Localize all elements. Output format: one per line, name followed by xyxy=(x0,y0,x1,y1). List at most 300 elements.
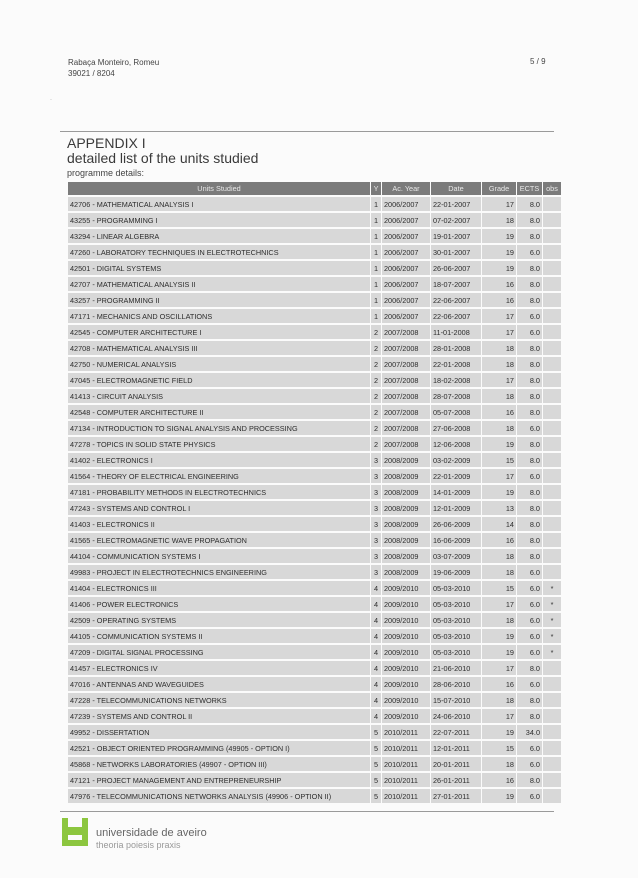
cell-year: 5 xyxy=(371,773,381,787)
cell-obs xyxy=(543,421,561,435)
cell-ects: 8.0 xyxy=(517,453,542,467)
cell-date: 12-01-2009 xyxy=(431,501,481,515)
cell-grade: 14 xyxy=(482,517,516,531)
cell-obs: * xyxy=(543,629,561,643)
cell-ects: 8.0 xyxy=(517,485,542,499)
cell-year: 4 xyxy=(371,645,381,659)
cell-unit: 41457 - ELECTRONICS IV xyxy=(68,661,370,675)
cell-obs xyxy=(543,261,561,275)
table-row xyxy=(68,565,561,579)
cell-date: 27-06-2008 xyxy=(431,421,481,435)
cell-grade: 19 xyxy=(482,645,516,659)
cell-grade: 18 xyxy=(482,213,516,227)
cell-ac-year: 2006/2007 xyxy=(382,277,430,291)
cell-obs xyxy=(543,661,561,675)
table-row xyxy=(68,789,561,803)
cell-unit: 43294 - LINEAR ALGEBRA xyxy=(68,229,370,243)
cell-ac-year: 2007/2008 xyxy=(382,341,430,355)
cell-obs xyxy=(543,229,561,243)
cell-year: 4 xyxy=(371,581,381,595)
col-header-year: Y xyxy=(371,182,381,195)
table-row xyxy=(68,741,561,755)
table-row xyxy=(68,725,561,739)
cell-ects: 6.0 xyxy=(517,469,542,483)
cell-obs xyxy=(543,789,561,803)
cell-year: 3 xyxy=(371,549,381,563)
cell-grade: 16 xyxy=(482,677,516,691)
cell-unit: 42707 - MATHEMATICAL ANALYSIS II xyxy=(68,277,370,291)
table-row xyxy=(68,325,561,339)
cell-grade: 18 xyxy=(482,341,516,355)
cell-unit: 47171 - MECHANICS AND OSCILLATIONS xyxy=(68,309,370,323)
cell-ac-year: 2008/2009 xyxy=(382,501,430,515)
university-logo-icon xyxy=(62,818,88,846)
cell-ects: 8.0 xyxy=(517,693,542,707)
table-row xyxy=(68,389,561,403)
cell-obs: * xyxy=(543,613,561,627)
cell-obs xyxy=(543,709,561,723)
cell-unit: 41413 - CIRCUIT ANALYSIS xyxy=(68,389,370,403)
divider-bottom xyxy=(60,811,554,812)
cell-date: 22-01-2009 xyxy=(431,469,481,483)
cell-ac-year: 2006/2007 xyxy=(382,197,430,211)
cell-obs xyxy=(543,725,561,739)
cell-unit: 41406 - POWER ELECTRONICS xyxy=(68,597,370,611)
cell-obs xyxy=(543,501,561,515)
table-row xyxy=(68,501,561,515)
cell-obs xyxy=(543,357,561,371)
cell-date: 20-01-2011 xyxy=(431,757,481,771)
cell-obs: * xyxy=(543,645,561,659)
cell-ac-year: 2006/2007 xyxy=(382,213,430,227)
cell-grade: 18 xyxy=(482,421,516,435)
cell-ac-year: 2006/2007 xyxy=(382,261,430,275)
cell-date: 05-03-2010 xyxy=(431,613,481,627)
col-header-obs: obs xyxy=(543,182,561,195)
cell-date: 05-03-2010 xyxy=(431,597,481,611)
cell-ac-year: 2007/2008 xyxy=(382,389,430,403)
cell-ects: 6.0 xyxy=(517,245,542,259)
cell-ac-year: 2010/2011 xyxy=(382,773,430,787)
table-row xyxy=(68,405,561,419)
cell-date: 07-02-2007 xyxy=(431,213,481,227)
cell-ects: 8.0 xyxy=(517,533,542,547)
cell-ects: 6.0 xyxy=(517,645,542,659)
cell-year: 1 xyxy=(371,197,381,211)
cell-ac-year: 2009/2010 xyxy=(382,709,430,723)
cell-grade: 19 xyxy=(482,725,516,739)
cell-year: 1 xyxy=(371,277,381,291)
cell-date: 18-02-2008 xyxy=(431,373,481,387)
cell-year: 1 xyxy=(371,245,381,259)
cell-date: 22-01-2008 xyxy=(431,357,481,371)
cell-grade: 16 xyxy=(482,773,516,787)
cell-grade: 15 xyxy=(482,581,516,595)
cell-date: 05-03-2010 xyxy=(431,645,481,659)
cell-obs: * xyxy=(543,597,561,611)
section-title: APPENDIX I xyxy=(67,135,146,151)
cell-grade: 18 xyxy=(482,565,516,579)
cell-grade: 15 xyxy=(482,453,516,467)
cell-ects: 8.0 xyxy=(517,661,542,675)
cell-ects: 6.0 xyxy=(517,421,542,435)
cell-grade: 18 xyxy=(482,613,516,627)
cell-obs xyxy=(543,533,561,547)
cell-ects: 6.0 xyxy=(517,325,542,339)
cell-year: 5 xyxy=(371,725,381,739)
table-row xyxy=(68,421,561,435)
cell-year: 1 xyxy=(371,293,381,307)
cell-ects: 8.0 xyxy=(517,229,542,243)
table-row xyxy=(68,677,561,691)
cell-unit: 49952 - DISSERTATION xyxy=(68,725,370,739)
table-row xyxy=(68,245,561,259)
cell-obs xyxy=(543,325,561,339)
cell-ac-year: 2010/2011 xyxy=(382,741,430,755)
cell-obs xyxy=(543,437,561,451)
cell-ects: 8.0 xyxy=(517,517,542,531)
cell-obs xyxy=(543,277,561,291)
cell-ects: 6.0 xyxy=(517,309,542,323)
cell-ac-year: 2006/2007 xyxy=(382,293,430,307)
cell-ects: 8.0 xyxy=(517,341,542,355)
cell-ects: 6.0 xyxy=(517,597,542,611)
table-row xyxy=(68,197,561,211)
cell-ects: 6.0 xyxy=(517,677,542,691)
cell-date: 19-01-2007 xyxy=(431,229,481,243)
cell-ac-year: 2009/2010 xyxy=(382,597,430,611)
cell-grade: 18 xyxy=(482,693,516,707)
cell-date: 18-07-2007 xyxy=(431,277,481,291)
table-row xyxy=(68,597,561,611)
cell-unit: 47181 - PROBABILITY METHODS IN ELECTROTECHNICS xyxy=(68,485,370,499)
student-name: Rabaça Monteiro, Romeu xyxy=(68,58,160,67)
cell-year: 2 xyxy=(371,437,381,451)
cell-ac-year: 2008/2009 xyxy=(382,517,430,531)
cell-unit: 47976 - TELECOMMUNICATIONS NETWORKS ANALYSIS (49906 - OPTION II) xyxy=(68,789,370,803)
cell-unit: 42706 - MATHEMATICAL ANALYSIS I xyxy=(68,197,370,211)
cell-grade: 17 xyxy=(482,661,516,675)
cell-ac-year: 2008/2009 xyxy=(382,485,430,499)
cell-ac-year: 2008/2009 xyxy=(382,469,430,483)
cell-ac-year: 2007/2008 xyxy=(382,325,430,339)
col-header-ects: ECTS xyxy=(517,182,542,195)
table-row xyxy=(68,437,561,451)
cell-year: 2 xyxy=(371,373,381,387)
cell-ac-year: 2009/2010 xyxy=(382,677,430,691)
cell-ac-year: 2008/2009 xyxy=(382,565,430,579)
cell-ac-year: 2008/2009 xyxy=(382,549,430,563)
cell-unit: 42750 - NUMERICAL ANALYSIS xyxy=(68,357,370,371)
cell-ects: 8.0 xyxy=(517,437,542,451)
cell-grade: 18 xyxy=(482,357,516,371)
cell-year: 5 xyxy=(371,757,381,771)
cell-grade: 17 xyxy=(482,373,516,387)
table-row xyxy=(68,293,561,307)
table-row xyxy=(68,213,561,227)
cell-grade: 19 xyxy=(482,229,516,243)
table-row xyxy=(68,517,561,531)
table-row xyxy=(68,661,561,675)
cell-grade: 15 xyxy=(482,741,516,755)
cell-obs xyxy=(543,517,561,531)
section-subtitle: detailed list of the units studied xyxy=(67,150,259,166)
cell-unit: 42501 - DIGITAL SYSTEMS xyxy=(68,261,370,275)
col-header-ac-year: Ac. Year xyxy=(382,182,430,195)
cell-unit: 42548 - COMPUTER ARCHITECTURE II xyxy=(68,405,370,419)
cell-year: 2 xyxy=(371,421,381,435)
cell-grade: 19 xyxy=(482,437,516,451)
table-row xyxy=(68,629,561,643)
cell-unit: 41402 - ELECTRONICS I xyxy=(68,453,370,467)
cell-obs xyxy=(543,453,561,467)
col-header-grade: Grade xyxy=(482,182,516,195)
cell-unit: 47228 - TELECOMMUNICATIONS NETWORKS xyxy=(68,693,370,707)
cell-grade: 18 xyxy=(482,389,516,403)
cell-grade: 16 xyxy=(482,533,516,547)
cell-unit: 47016 - ANTENNAS AND WAVEGUIDES xyxy=(68,677,370,691)
cell-obs xyxy=(543,373,561,387)
cell-ac-year: 2010/2011 xyxy=(382,789,430,803)
table-caption: programme details: xyxy=(67,168,145,178)
cell-date: 16-06-2009 xyxy=(431,533,481,547)
cell-year: 4 xyxy=(371,613,381,627)
cell-year: 1 xyxy=(371,309,381,323)
cell-unit: 43257 - PROGRAMMING II xyxy=(68,293,370,307)
divider-top xyxy=(60,131,554,132)
cell-year: 3 xyxy=(371,501,381,515)
cell-ac-year: 2008/2009 xyxy=(382,453,430,467)
col-header-date: Date xyxy=(431,182,481,195)
cell-ects: 8.0 xyxy=(517,773,542,787)
cell-unit: 42521 - OBJECT ORIENTED PROGRAMMING (49905 - OPTION I) xyxy=(68,741,370,755)
cell-date: 28-01-2008 xyxy=(431,341,481,355)
cell-year: 5 xyxy=(371,741,381,755)
cell-year: 2 xyxy=(371,389,381,403)
cell-obs: * xyxy=(543,581,561,595)
cell-date: 22-07-2011 xyxy=(431,725,481,739)
cell-unit: 44104 - COMMUNICATION SYSTEMS I xyxy=(68,549,370,563)
scan-mark: · xyxy=(50,97,52,103)
cell-date: 12-06-2008 xyxy=(431,437,481,451)
cell-obs xyxy=(543,773,561,787)
cell-date: 22-06-2007 xyxy=(431,309,481,323)
cell-date: 05-03-2010 xyxy=(431,581,481,595)
cell-unit: 47243 - SYSTEMS AND CONTROL I xyxy=(68,501,370,515)
cell-unit: 49983 - PROJECT IN ELECTROTECHNICS ENGINEERING xyxy=(68,565,370,579)
cell-unit: 47121 - PROJECT MANAGEMENT AND ENTREPRENEURSHIP xyxy=(68,773,370,787)
cell-date: 26-06-2007 xyxy=(431,261,481,275)
cell-ects: 6.0 xyxy=(517,757,542,771)
cell-unit: 45868 - NETWORKS LABORATORIES (49907 - OPTION III) xyxy=(68,757,370,771)
cell-ects: 8.0 xyxy=(517,357,542,371)
cell-year: 3 xyxy=(371,565,381,579)
cell-year: 4 xyxy=(371,661,381,675)
cell-obs xyxy=(543,693,561,707)
cell-ects: 6.0 xyxy=(517,789,542,803)
cell-obs xyxy=(543,293,561,307)
cell-date: 05-03-2010 xyxy=(431,629,481,643)
cell-unit: 41565 - ELECTROMAGNETIC WAVE PROPAGATION xyxy=(68,533,370,547)
table-row xyxy=(68,485,561,499)
table-row xyxy=(68,341,561,355)
table-row xyxy=(68,357,561,371)
cell-grade: 13 xyxy=(482,501,516,515)
cell-obs xyxy=(543,741,561,755)
cell-date: 30-01-2007 xyxy=(431,245,481,259)
cell-ac-year: 2009/2010 xyxy=(382,645,430,659)
cell-obs xyxy=(543,197,561,211)
cell-unit: 41403 - ELECTRONICS II xyxy=(68,517,370,531)
cell-ac-year: 2008/2009 xyxy=(382,533,430,547)
cell-date: 11-01-2008 xyxy=(431,325,481,339)
table-row xyxy=(68,373,561,387)
university-name: universidade de aveiro xyxy=(96,827,207,839)
cell-ects: 6.0 xyxy=(517,565,542,579)
cell-grade: 17 xyxy=(482,597,516,611)
cell-ects: 8.0 xyxy=(517,709,542,723)
cell-ects: 6.0 xyxy=(517,613,542,627)
cell-unit: 47134 - INTRODUCTION TO SIGNAL ANALYSIS AND PROCESSING xyxy=(68,421,370,435)
cell-grade: 19 xyxy=(482,789,516,803)
cell-ac-year: 2010/2011 xyxy=(382,757,430,771)
cell-grade: 17 xyxy=(482,469,516,483)
table-row xyxy=(68,645,561,659)
cell-date: 21-06-2010 xyxy=(431,661,481,675)
cell-grade: 16 xyxy=(482,405,516,419)
cell-ac-year: 2007/2008 xyxy=(382,405,430,419)
cell-year: 4 xyxy=(371,629,381,643)
cell-year: 4 xyxy=(371,597,381,611)
table-row xyxy=(68,613,561,627)
cell-ects: 8.0 xyxy=(517,213,542,227)
cell-ac-year: 2007/2008 xyxy=(382,357,430,371)
cell-ac-year: 2009/2010 xyxy=(382,581,430,595)
cell-year: 3 xyxy=(371,533,381,547)
table-row xyxy=(68,469,561,483)
cell-date: 24-06-2010 xyxy=(431,709,481,723)
table-row xyxy=(68,693,561,707)
cell-year: 2 xyxy=(371,325,381,339)
cell-obs xyxy=(543,565,561,579)
cell-year: 2 xyxy=(371,341,381,355)
table-row xyxy=(68,773,561,787)
cell-date: 03-07-2009 xyxy=(431,549,481,563)
table-row xyxy=(68,453,561,467)
cell-date: 12-01-2011 xyxy=(431,741,481,755)
cell-grade: 19 xyxy=(482,245,516,259)
cell-grade: 17 xyxy=(482,309,516,323)
cell-ac-year: 2009/2010 xyxy=(382,693,430,707)
cell-unit: 42545 - COMPUTER ARCHITECTURE I xyxy=(68,325,370,339)
cell-grade: 17 xyxy=(482,197,516,211)
cell-date: 28-07-2008 xyxy=(431,389,481,403)
cell-obs xyxy=(543,469,561,483)
table-row xyxy=(68,277,561,291)
units-table xyxy=(67,180,562,805)
table-row xyxy=(68,261,561,275)
cell-year: 1 xyxy=(371,261,381,275)
cell-obs xyxy=(543,309,561,323)
cell-unit: 42509 - OPERATING SYSTEMS xyxy=(68,613,370,627)
cell-obs xyxy=(543,549,561,563)
col-header-units: Units Studied xyxy=(68,182,370,195)
cell-obs xyxy=(543,389,561,403)
cell-year: 4 xyxy=(371,677,381,691)
cell-year: 1 xyxy=(371,213,381,227)
table-row xyxy=(68,581,561,595)
cell-ac-year: 2007/2008 xyxy=(382,437,430,451)
cell-grade: 18 xyxy=(482,549,516,563)
cell-grade: 19 xyxy=(482,629,516,643)
cell-obs xyxy=(543,677,561,691)
cell-ects: 8.0 xyxy=(517,405,542,419)
cell-grade: 16 xyxy=(482,293,516,307)
cell-obs xyxy=(543,245,561,259)
cell-ects: 34.0 xyxy=(517,725,542,739)
cell-ac-year: 2007/2008 xyxy=(382,373,430,387)
cell-unit: 42708 - MATHEMATICAL ANALYSIS III xyxy=(68,341,370,355)
cell-ects: 8.0 xyxy=(517,197,542,211)
cell-ac-year: 2009/2010 xyxy=(382,661,430,675)
cell-obs xyxy=(543,213,561,227)
cell-unit: 47045 - ELECTROMAGNETIC FIELD xyxy=(68,373,370,387)
cell-year: 2 xyxy=(371,405,381,419)
cell-year: 3 xyxy=(371,517,381,531)
cell-ects: 8.0 xyxy=(517,549,542,563)
cell-ects: 6.0 xyxy=(517,741,542,755)
cell-unit: 47239 - SYSTEMS AND CONTROL II xyxy=(68,709,370,723)
cell-ects: 8.0 xyxy=(517,373,542,387)
cell-grade: 19 xyxy=(482,261,516,275)
cell-unit: 44105 - COMMUNICATION SYSTEMS II xyxy=(68,629,370,643)
cell-ac-year: 2010/2011 xyxy=(382,725,430,739)
cell-unit: 47260 - LABORATORY TECHNIQUES IN ELECTROTECHNICS xyxy=(68,245,370,259)
table-row xyxy=(68,229,561,243)
cell-obs xyxy=(543,405,561,419)
cell-ac-year: 2006/2007 xyxy=(382,245,430,259)
cell-year: 2 xyxy=(371,357,381,371)
cell-year: 4 xyxy=(371,693,381,707)
cell-obs xyxy=(543,757,561,771)
cell-ac-year: 2007/2008 xyxy=(382,421,430,435)
table-row xyxy=(68,709,561,723)
cell-date: 26-06-2009 xyxy=(431,517,481,531)
cell-date: 22-06-2007 xyxy=(431,293,481,307)
cell-obs xyxy=(543,341,561,355)
table-header-row xyxy=(68,182,561,195)
table-row xyxy=(68,309,561,323)
cell-ac-year: 2006/2007 xyxy=(382,229,430,243)
cell-grade: 17 xyxy=(482,325,516,339)
cell-ac-year: 2009/2010 xyxy=(382,613,430,627)
cell-ects: 8.0 xyxy=(517,293,542,307)
cell-year: 4 xyxy=(371,709,381,723)
cell-ects: 8.0 xyxy=(517,389,542,403)
cell-date: 19-06-2009 xyxy=(431,565,481,579)
cell-grade: 16 xyxy=(482,277,516,291)
cell-date: 22-01-2007 xyxy=(431,197,481,211)
table-row xyxy=(68,757,561,771)
cell-date: 28-06-2010 xyxy=(431,677,481,691)
cell-obs xyxy=(543,485,561,499)
cell-grade: 17 xyxy=(482,709,516,723)
cell-unit: 41404 - ELECTRONICS III xyxy=(68,581,370,595)
student-id: 39021 / 8204 xyxy=(68,69,115,78)
cell-date: 05-07-2008 xyxy=(431,405,481,419)
cell-date: 26-01-2011 xyxy=(431,773,481,787)
cell-date: 27-01-2011 xyxy=(431,789,481,803)
